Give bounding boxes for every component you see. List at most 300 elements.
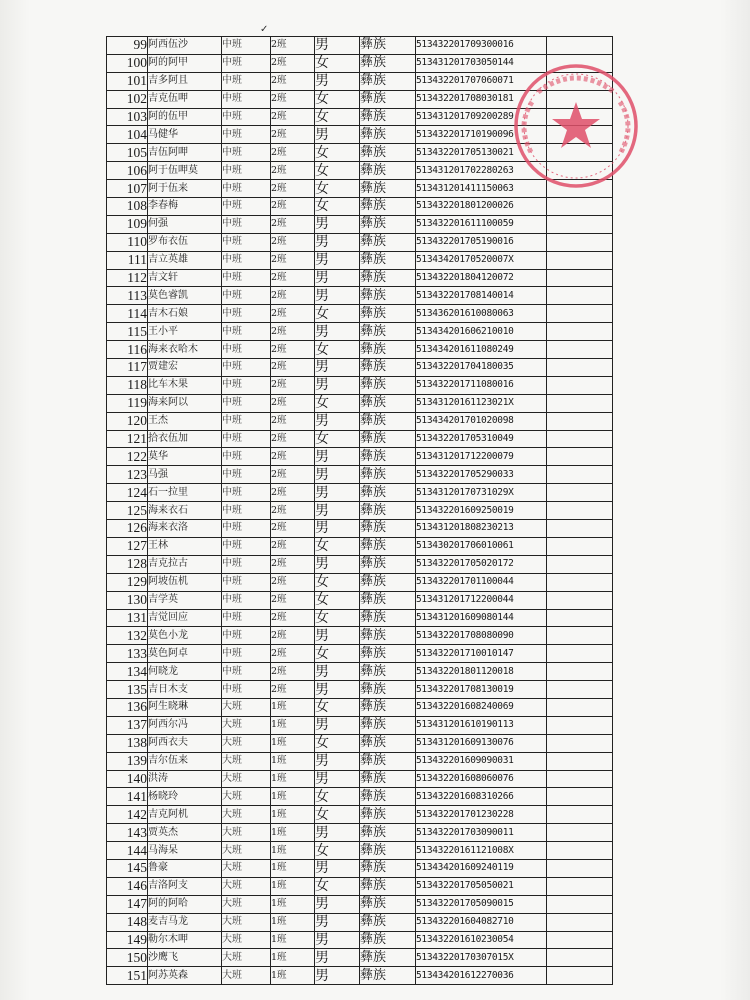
class-name-cell: 2班 xyxy=(271,502,315,520)
id-number-cell: 513431201702280263 xyxy=(416,162,547,180)
row-number-cell: 145 xyxy=(107,859,148,877)
ethnicity-cell: 彝族 xyxy=(360,895,416,913)
ethnicity-cell: 彝族 xyxy=(360,376,416,394)
blank-cell xyxy=(547,54,613,72)
table-row xyxy=(107,967,613,985)
class-name-cell: 1班 xyxy=(271,877,315,895)
gender-cell: 男 xyxy=(315,233,360,251)
grade-level-cell: 中班 xyxy=(222,233,271,251)
table-row xyxy=(107,198,613,216)
grade-level-cell: 大班 xyxy=(222,931,271,949)
gender-cell: 男 xyxy=(315,37,360,55)
blank-cell xyxy=(547,770,613,788)
student-name-cell: 鲁豪 xyxy=(148,859,222,877)
row-number-cell: 106 xyxy=(107,162,148,180)
student-name-cell: 沙鹰飞 xyxy=(148,949,222,967)
student-name-cell: 阿坡伍机 xyxy=(148,573,222,591)
gender-cell: 男 xyxy=(315,251,360,269)
grade-level-cell: 大班 xyxy=(222,716,271,734)
class-name-cell: 2班 xyxy=(271,341,315,359)
ethnicity-cell: 彝族 xyxy=(360,591,416,609)
table-row xyxy=(107,341,613,359)
student-name-cell: 拾衣伍加 xyxy=(148,430,222,448)
student-name-cell: 吉克伍呷 xyxy=(148,90,222,108)
ethnicity-cell: 彝族 xyxy=(360,537,416,555)
id-number-cell: 513432201608240069 xyxy=(416,698,547,716)
class-name-cell: 2班 xyxy=(271,645,315,663)
student-name-cell: 吉学英 xyxy=(148,591,222,609)
table-row xyxy=(107,251,613,269)
blank-cell xyxy=(547,215,613,233)
grade-level-cell: 中班 xyxy=(222,609,271,627)
row-number-cell: 149 xyxy=(107,931,148,949)
id-number-cell: 513431201411150063 xyxy=(416,180,547,198)
gender-cell: 女 xyxy=(315,734,360,752)
ethnicity-cell: 彝族 xyxy=(360,198,416,216)
blank-cell xyxy=(547,537,613,555)
ethnicity-cell: 彝族 xyxy=(360,627,416,645)
grade-level-cell: 中班 xyxy=(222,287,271,305)
ethnicity-cell: 彝族 xyxy=(360,859,416,877)
table-row xyxy=(107,144,613,162)
table-row xyxy=(107,770,613,788)
row-number-cell: 134 xyxy=(107,663,148,681)
gender-cell: 男 xyxy=(315,323,360,341)
blank-cell xyxy=(547,198,613,216)
grade-level-cell: 大班 xyxy=(222,698,271,716)
gender-cell: 女 xyxy=(315,108,360,126)
id-number-cell: 513431201709200289 xyxy=(416,108,547,126)
student-name-cell: 阿的伍甲 xyxy=(148,108,222,126)
student-name-cell: 贾英杰 xyxy=(148,824,222,842)
ethnicity-cell: 彝族 xyxy=(360,126,416,144)
row-number-cell: 140 xyxy=(107,770,148,788)
student-name-cell: 阿西伍沙 xyxy=(148,37,222,55)
ethnicity-cell: 彝族 xyxy=(360,341,416,359)
class-name-cell: 2班 xyxy=(271,555,315,573)
student-name-cell: 吉伍阿呷 xyxy=(148,144,222,162)
ethnicity-cell: 彝族 xyxy=(360,806,416,824)
grade-level-cell: 中班 xyxy=(222,305,271,323)
gender-cell: 男 xyxy=(315,681,360,699)
class-name-cell: 1班 xyxy=(271,716,315,734)
row-number-cell: 137 xyxy=(107,716,148,734)
gender-cell: 女 xyxy=(315,609,360,627)
student-name-cell: 阿的阿甲 xyxy=(148,54,222,72)
class-name-cell: 2班 xyxy=(271,287,315,305)
class-name-cell: 2班 xyxy=(271,305,315,323)
table-row xyxy=(107,394,613,412)
class-name-cell: 2班 xyxy=(271,394,315,412)
ethnicity-cell: 彝族 xyxy=(360,609,416,627)
ethnicity-cell: 彝族 xyxy=(360,466,416,484)
gender-cell: 男 xyxy=(315,770,360,788)
gender-cell: 男 xyxy=(315,824,360,842)
table-row xyxy=(107,645,613,663)
ethnicity-cell: 彝族 xyxy=(360,645,416,663)
grade-level-cell: 中班 xyxy=(222,54,271,72)
row-number-cell: 117 xyxy=(107,359,148,377)
class-name-cell: 2班 xyxy=(271,198,315,216)
ethnicity-cell: 彝族 xyxy=(360,162,416,180)
blank-cell xyxy=(547,287,613,305)
id-number-cell: 513432201708030181 xyxy=(416,90,547,108)
grade-level-cell: 中班 xyxy=(222,108,271,126)
table-row xyxy=(107,520,613,538)
gender-cell: 女 xyxy=(315,54,360,72)
gender-cell: 女 xyxy=(315,645,360,663)
class-name-cell: 2班 xyxy=(271,448,315,466)
student-name-cell: 洪涛 xyxy=(148,770,222,788)
ethnicity-cell: 彝族 xyxy=(360,144,416,162)
class-name-cell: 2班 xyxy=(271,520,315,538)
grade-level-cell: 中班 xyxy=(222,537,271,555)
blank-cell xyxy=(547,645,613,663)
table-row xyxy=(107,627,613,645)
table-row xyxy=(107,842,613,860)
student-name-cell: 杨晓玲 xyxy=(148,788,222,806)
ethnicity-cell: 彝族 xyxy=(360,967,416,985)
gender-cell: 男 xyxy=(315,967,360,985)
student-name-cell: 吉多阿且 xyxy=(148,72,222,90)
class-name-cell: 2班 xyxy=(271,359,315,377)
ethnicity-cell: 彝族 xyxy=(360,251,416,269)
grade-level-cell: 大班 xyxy=(222,877,271,895)
blank-cell xyxy=(547,484,613,502)
gender-cell: 男 xyxy=(315,72,360,90)
id-number-cell: 513434201612270036 xyxy=(416,967,547,985)
gender-cell: 女 xyxy=(315,591,360,609)
grade-level-cell: 中班 xyxy=(222,376,271,394)
id-number-cell: 513431201703050144 xyxy=(416,54,547,72)
id-number-cell: 513431201712200079 xyxy=(416,448,547,466)
ethnicity-cell: 彝族 xyxy=(360,323,416,341)
ethnicity-cell: 彝族 xyxy=(360,72,416,90)
roster-body xyxy=(107,37,613,985)
table-row xyxy=(107,484,613,502)
row-number-cell: 108 xyxy=(107,198,148,216)
blank-cell xyxy=(547,752,613,770)
row-number-cell: 150 xyxy=(107,949,148,967)
class-name-cell: 2班 xyxy=(271,72,315,90)
table-row xyxy=(107,54,613,72)
id-number-cell: 513432201705050021 xyxy=(416,877,547,895)
id-number-cell: 513432201708130019 xyxy=(416,681,547,699)
class-name-cell: 2班 xyxy=(271,663,315,681)
grade-level-cell: 中班 xyxy=(222,215,271,233)
class-name-cell: 1班 xyxy=(271,698,315,716)
row-number-cell: 125 xyxy=(107,502,148,520)
grade-level-cell: 中班 xyxy=(222,430,271,448)
student-name-cell: 李春梅 xyxy=(148,198,222,216)
gender-cell: 女 xyxy=(315,698,360,716)
gender-cell: 男 xyxy=(315,126,360,144)
table-row xyxy=(107,359,613,377)
class-name-cell: 2班 xyxy=(271,376,315,394)
ethnicity-cell: 彝族 xyxy=(360,484,416,502)
gender-cell: 男 xyxy=(315,215,360,233)
id-number-cell: 51343120161123021X xyxy=(416,394,547,412)
blank-cell xyxy=(547,788,613,806)
class-name-cell: 2班 xyxy=(271,537,315,555)
ethnicity-cell: 彝族 xyxy=(360,842,416,860)
grade-level-cell: 中班 xyxy=(222,341,271,359)
table-row xyxy=(107,233,613,251)
row-number-cell: 130 xyxy=(107,591,148,609)
class-name-cell: 2班 xyxy=(271,233,315,251)
student-name-cell: 吉木石娘 xyxy=(148,305,222,323)
gender-cell: 女 xyxy=(315,305,360,323)
table-row xyxy=(107,287,613,305)
student-roster-table xyxy=(106,36,613,985)
ethnicity-cell: 彝族 xyxy=(360,108,416,126)
ethnicity-cell: 彝族 xyxy=(360,949,416,967)
student-name-cell: 吉日木支 xyxy=(148,681,222,699)
row-number-cell: 136 xyxy=(107,698,148,716)
id-number-cell: 513432201710010147 xyxy=(416,645,547,663)
class-name-cell: 1班 xyxy=(271,949,315,967)
student-name-cell: 阿生晓琳 xyxy=(148,698,222,716)
id-number-cell: 513432201705290033 xyxy=(416,466,547,484)
gender-cell: 男 xyxy=(315,716,360,734)
table-row xyxy=(107,72,613,90)
gender-cell: 男 xyxy=(315,484,360,502)
row-number-cell: 109 xyxy=(107,215,148,233)
grade-level-cell: 中班 xyxy=(222,359,271,377)
row-number-cell: 131 xyxy=(107,609,148,627)
row-number-cell: 103 xyxy=(107,108,148,126)
row-number-cell: 123 xyxy=(107,466,148,484)
id-number-cell: 513431201808230213 xyxy=(416,520,547,538)
table-row xyxy=(107,591,613,609)
student-name-cell: 阿西尔冯 xyxy=(148,716,222,734)
grade-level-cell: 中班 xyxy=(222,555,271,573)
table-row xyxy=(107,555,613,573)
grade-level-cell: 中班 xyxy=(222,251,271,269)
table-row xyxy=(107,931,613,949)
row-number-cell: 104 xyxy=(107,126,148,144)
grade-level-cell: 中班 xyxy=(222,144,271,162)
blank-cell xyxy=(547,430,613,448)
ethnicity-cell: 彝族 xyxy=(360,824,416,842)
id-number-cell: 513432201705020172 xyxy=(416,555,547,573)
table-row xyxy=(107,162,613,180)
ethnicity-cell: 彝族 xyxy=(360,305,416,323)
student-name-cell: 阿于伍来 xyxy=(148,180,222,198)
row-number-cell: 116 xyxy=(107,341,148,359)
row-number-cell: 113 xyxy=(107,287,148,305)
gender-cell: 女 xyxy=(315,788,360,806)
id-number-cell: 513432201611100059 xyxy=(416,215,547,233)
student-name-cell: 莫色阿卓 xyxy=(148,645,222,663)
class-name-cell: 2班 xyxy=(271,144,315,162)
blank-cell xyxy=(547,842,613,860)
gender-cell: 男 xyxy=(315,502,360,520)
gender-cell: 女 xyxy=(315,842,360,860)
gender-cell: 男 xyxy=(315,359,360,377)
table-row xyxy=(107,180,613,198)
grade-level-cell: 大班 xyxy=(222,734,271,752)
table-row xyxy=(107,448,613,466)
blank-cell xyxy=(547,233,613,251)
ethnicity-cell: 彝族 xyxy=(360,663,416,681)
grade-level-cell: 大班 xyxy=(222,806,271,824)
grade-level-cell: 中班 xyxy=(222,502,271,520)
row-number-cell: 142 xyxy=(107,806,148,824)
table-row xyxy=(107,663,613,681)
row-number-cell: 99 xyxy=(107,37,148,55)
grade-level-cell: 中班 xyxy=(222,645,271,663)
student-name-cell: 吉立英雄 xyxy=(148,251,222,269)
student-name-cell: 莫华 xyxy=(148,448,222,466)
table-row xyxy=(107,716,613,734)
ethnicity-cell: 彝族 xyxy=(360,555,416,573)
student-name-cell: 吉克阿机 xyxy=(148,806,222,824)
id-number-cell: 513430201706010061 xyxy=(416,537,547,555)
grade-level-cell: 中班 xyxy=(222,412,271,430)
table-row xyxy=(107,376,613,394)
id-number-cell: 513432201705190016 xyxy=(416,233,547,251)
blank-cell xyxy=(547,376,613,394)
blank-cell xyxy=(547,162,613,180)
table-row xyxy=(107,877,613,895)
gender-cell: 男 xyxy=(315,287,360,305)
ethnicity-cell: 彝族 xyxy=(360,770,416,788)
class-name-cell: 1班 xyxy=(271,967,315,985)
blank-cell xyxy=(547,555,613,573)
student-name-cell: 海来衣石 xyxy=(148,502,222,520)
row-number-cell: 102 xyxy=(107,90,148,108)
gender-cell: 男 xyxy=(315,466,360,484)
id-number-cell: 513431201712200044 xyxy=(416,591,547,609)
blank-cell xyxy=(547,967,613,985)
blank-cell xyxy=(547,394,613,412)
grade-level-cell: 中班 xyxy=(222,681,271,699)
id-number-cell: 513431201610190113 xyxy=(416,716,547,734)
student-name-cell: 阿的阿哈 xyxy=(148,895,222,913)
row-number-cell: 120 xyxy=(107,412,148,430)
blank-cell xyxy=(547,126,613,144)
table-row xyxy=(107,537,613,555)
table-row xyxy=(107,752,613,770)
student-name-cell: 何晓龙 xyxy=(148,663,222,681)
grade-level-cell: 中班 xyxy=(222,198,271,216)
student-name-cell: 比车木果 xyxy=(148,376,222,394)
class-name-cell: 2班 xyxy=(271,215,315,233)
ethnicity-cell: 彝族 xyxy=(360,716,416,734)
grade-level-cell: 中班 xyxy=(222,520,271,538)
id-number-cell: 513434201701020098 xyxy=(416,412,547,430)
row-number-cell: 144 xyxy=(107,842,148,860)
id-number-cell: 51343220161121008X xyxy=(416,842,547,860)
class-name-cell: 1班 xyxy=(271,824,315,842)
student-name-cell: 海来衣哈木 xyxy=(148,341,222,359)
gender-cell: 男 xyxy=(315,663,360,681)
grade-level-cell: 大班 xyxy=(222,913,271,931)
row-number-cell: 147 xyxy=(107,895,148,913)
class-name-cell: 1班 xyxy=(271,806,315,824)
row-number-cell: 124 xyxy=(107,484,148,502)
gender-cell: 男 xyxy=(315,448,360,466)
id-number-cell: 513432201705090015 xyxy=(416,895,547,913)
id-number-cell: 513432201704180035 xyxy=(416,359,547,377)
ethnicity-cell: 彝族 xyxy=(360,877,416,895)
class-name-cell: 2班 xyxy=(271,180,315,198)
class-name-cell: 2班 xyxy=(271,126,315,144)
blank-cell xyxy=(547,448,613,466)
blank-cell xyxy=(547,663,613,681)
ethnicity-cell: 彝族 xyxy=(360,752,416,770)
row-number-cell: 127 xyxy=(107,537,148,555)
grade-level-cell: 大班 xyxy=(222,824,271,842)
row-number-cell: 128 xyxy=(107,555,148,573)
class-name-cell: 1班 xyxy=(271,859,315,877)
id-number-cell: 51343120170731029X xyxy=(416,484,547,502)
blank-cell xyxy=(547,520,613,538)
row-number-cell: 148 xyxy=(107,913,148,931)
id-number-cell: 513432201801120018 xyxy=(416,663,547,681)
row-number-cell: 118 xyxy=(107,376,148,394)
gender-cell: 男 xyxy=(315,949,360,967)
table-row xyxy=(107,305,613,323)
table-row xyxy=(107,698,613,716)
grade-level-cell: 中班 xyxy=(222,663,271,681)
ethnicity-cell: 彝族 xyxy=(360,37,416,55)
ethnicity-cell: 彝族 xyxy=(360,913,416,931)
table-row xyxy=(107,734,613,752)
table-row xyxy=(107,269,613,287)
gender-cell: 男 xyxy=(315,520,360,538)
id-number-cell: 513432201708080090 xyxy=(416,627,547,645)
grade-level-cell: 大班 xyxy=(222,967,271,985)
ethnicity-cell: 彝族 xyxy=(360,90,416,108)
student-name-cell: 阿西衣夫 xyxy=(148,734,222,752)
row-number-cell: 121 xyxy=(107,430,148,448)
row-number-cell: 101 xyxy=(107,72,148,90)
table-row xyxy=(107,824,613,842)
id-number-cell: 513434201611080249 xyxy=(416,341,547,359)
student-name-cell: 麦吉马龙 xyxy=(148,913,222,931)
grade-level-cell: 大班 xyxy=(222,752,271,770)
blank-cell xyxy=(547,931,613,949)
grade-level-cell: 中班 xyxy=(222,627,271,645)
ethnicity-cell: 彝族 xyxy=(360,788,416,806)
blank-cell xyxy=(547,824,613,842)
class-name-cell: 2班 xyxy=(271,37,315,55)
gender-cell: 男 xyxy=(315,555,360,573)
id-number-cell: 513432201608310266 xyxy=(416,788,547,806)
gender-cell: 男 xyxy=(315,859,360,877)
student-name-cell: 莫色睿凯 xyxy=(148,287,222,305)
id-number-cell: 513432201701230228 xyxy=(416,806,547,824)
blank-cell xyxy=(547,269,613,287)
class-name-cell: 2班 xyxy=(271,484,315,502)
class-name-cell: 2班 xyxy=(271,108,315,126)
grade-level-cell: 中班 xyxy=(222,180,271,198)
table-row xyxy=(107,859,613,877)
ethnicity-cell: 彝族 xyxy=(360,430,416,448)
grade-level-cell: 中班 xyxy=(222,573,271,591)
row-number-cell: 138 xyxy=(107,734,148,752)
grade-level-cell: 大班 xyxy=(222,788,271,806)
ethnicity-cell: 彝族 xyxy=(360,734,416,752)
class-name-cell: 2班 xyxy=(271,323,315,341)
blank-cell xyxy=(547,359,613,377)
ethnicity-cell: 彝族 xyxy=(360,573,416,591)
ethnicity-cell: 彝族 xyxy=(360,287,416,305)
table-row xyxy=(107,466,613,484)
pen-mark: ✓ xyxy=(260,24,269,35)
